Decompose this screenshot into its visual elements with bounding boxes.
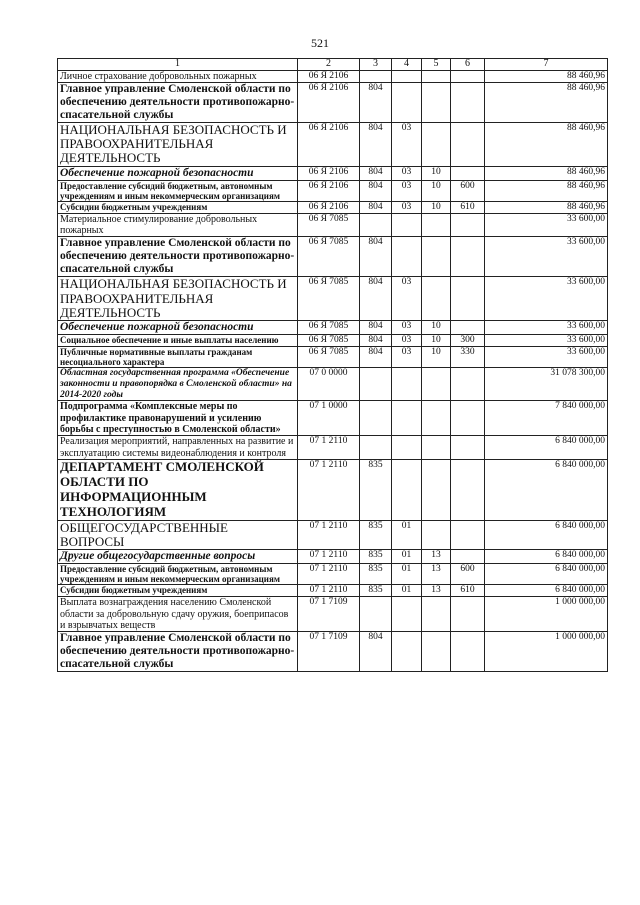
table-row [58,368,608,401]
target-article-cell: 07 1 0000 [298,401,360,436]
table-header-row [58,59,608,71]
amount-cell: 88 460,96 [485,82,608,122]
row-name-cell: НАЦИОНАЛЬНАЯ БЕЗОПАСНОСТЬ И ПРАВООХРАНИТЕЛЬНАЯ ДЕЯТЕЛЬНОСТЬ [58,277,298,321]
section-code-cell: 03 [392,201,422,213]
subsection-code-cell [422,368,451,401]
expense-type-cell: 610 [451,201,485,213]
ministry-code-cell: 804 [360,180,392,201]
subsection-code-cell [422,82,451,122]
amount-cell: 33 600,00 [485,237,608,277]
ministry-code-cell: 804 [360,122,392,166]
expense-type-cell [451,632,485,672]
expense-type-cell [451,122,485,166]
ministry-code-cell [360,597,392,632]
table-row [58,632,608,672]
section-code-cell: 03 [392,166,422,180]
subsection-code-cell [422,436,451,460]
target-article-cell: 07 1 2110 [298,459,360,520]
amount-cell: 88 460,96 [485,201,608,213]
target-article-cell: 06 Я 7085 [298,335,360,347]
subsection-code-cell [422,277,451,321]
expense-type-cell: 610 [451,585,485,597]
section-code-cell: 03 [392,277,422,321]
expense-type-cell [451,277,485,321]
expense-type-cell [451,321,485,335]
amount-cell: 6 840 000,00 [485,550,608,564]
amount-cell: 6 840 000,00 [485,459,608,520]
table-row [58,520,608,550]
page-number: 521 [311,36,329,50]
row-name-cell: Субсидии бюджетным учреждениям [58,201,298,213]
table-row [58,166,608,180]
amount-cell: 88 460,96 [485,166,608,180]
row-name-cell: Главное управление Смоленской области по обеспечению деятельности противопожарно-спасательной службы [58,632,298,672]
row-name-cell: Публичные нормативные выплаты гражданам несоциального характера [58,346,298,367]
section-code-cell: 03 [392,346,422,367]
row-name-cell: Областная государственная программа «Обеспечение законности и правопорядка в Смоленской области» на 2014-2020 годы [58,368,298,401]
table-row [58,564,608,585]
row-name-cell: Предоставление субсидий бюджетным, автономным учреждениям и иным некоммерческим организациям [58,564,298,585]
amount-cell: 6 840 000,00 [485,564,608,585]
expense-type-cell [451,597,485,632]
ministry-code-cell: 804 [360,237,392,277]
expense-type-cell [451,70,485,82]
section-code-cell: 03 [392,180,422,201]
amount-cell: 33 600,00 [485,213,608,237]
subsection-code-cell: 13 [422,564,451,585]
expense-type-cell [451,459,485,520]
amount-cell: 7 840 000,00 [485,401,608,436]
expense-type-cell [451,401,485,436]
section-code-cell: 03 [392,122,422,166]
section-code-cell [392,70,422,82]
expense-type-cell: 330 [451,346,485,367]
row-name-cell: ДЕПАРТАМЕНТ СМОЛЕНСКОЙ ОБЛАСТИ ПО ИНФОРМАЦИОННЫМ ТЕХНОЛОГИЯМ [58,459,298,520]
amount-cell: 88 460,96 [485,70,608,82]
amount-cell: 33 600,00 [485,277,608,321]
ministry-code-cell: 804 [360,82,392,122]
target-article-cell: 07 1 7109 [298,597,360,632]
amount-cell: 1 000 000,00 [485,632,608,672]
row-name-cell: Выплата вознаграждения населению Смоленской области за добровольную сдачу оружия, боеприпасов и взрывчатых веществ [58,597,298,632]
table-row [58,201,608,213]
subsection-code-cell [422,401,451,436]
subsection-code-cell [422,520,451,550]
subsection-code-cell: 10 [422,321,451,335]
table-row [58,346,608,367]
row-name-cell: НАЦИОНАЛЬНАЯ БЕЗОПАСНОСТЬ И ПРАВООХРАНИТЕЛЬНАЯ ДЕЯТЕЛЬНОСТЬ [58,122,298,166]
ministry-code-cell: 804 [360,277,392,321]
row-name-cell: Социальное обеспечение и иные выплаты населению [58,335,298,347]
ministry-code-cell: 804 [360,201,392,213]
ministry-code-cell: 835 [360,550,392,564]
expense-type-cell [451,166,485,180]
expense-type-cell [451,237,485,277]
target-article-cell: 06 Я 7085 [298,346,360,367]
amount-cell: 33 600,00 [485,335,608,347]
row-name-cell: Подпрограмма «Комплексные меры по профилактике правонарушений и усилению борьбы с преступностью в Смоленской области» [58,401,298,436]
table-row [58,597,608,632]
expense-type-cell [451,368,485,401]
target-article-cell: 06 Я 2106 [298,122,360,166]
budget-table [57,58,608,672]
subsection-code-cell [422,597,451,632]
ministry-code-cell [360,436,392,460]
section-code-cell: 03 [392,321,422,335]
row-name-cell: Личное страхование добровольных пожарных [58,70,298,82]
target-article-cell: 06 Я 2106 [298,201,360,213]
subsection-code-cell: 10 [422,180,451,201]
section-code-cell [392,632,422,672]
subsection-code-cell: 10 [422,335,451,347]
amount-cell: 31 078 300,00 [485,368,608,401]
subsection-code-cell [422,70,451,82]
target-article-cell: 07 1 2110 [298,585,360,597]
amount-cell: 6 840 000,00 [485,436,608,460]
section-code-cell [392,459,422,520]
row-name-cell: Предоставление субсидий бюджетным, автономным учреждениям и иным некоммерческим организациям [58,180,298,201]
table-row [58,436,608,460]
header-cell-7: 7 [485,59,608,71]
amount-cell: 6 840 000,00 [485,520,608,550]
ministry-code-cell [360,70,392,82]
section-code-cell [392,401,422,436]
section-code-cell [392,82,422,122]
header-cell-5: 5 [422,59,451,71]
amount-cell: 33 600,00 [485,346,608,367]
section-code-cell: 01 [392,585,422,597]
table-row [58,550,608,564]
subsection-code-cell: 10 [422,201,451,213]
table-row [58,180,608,201]
expense-type-cell [451,213,485,237]
expense-type-cell [451,550,485,564]
header-cell-3: 3 [360,59,392,71]
expense-type-cell [451,82,485,122]
target-article-cell: 06 Я 7085 [298,213,360,237]
target-article-cell: 07 1 2110 [298,436,360,460]
subsection-code-cell: 13 [422,585,451,597]
section-code-cell: 03 [392,335,422,347]
row-name-cell: Главное управление Смоленской области по обеспечению деятельности противопожарно-спасательной службы [58,237,298,277]
table-row [58,401,608,436]
row-name-cell: Реализация мероприятий, направленных на развитие и эксплуатацию системы видеонаблюдения и контроля [58,436,298,460]
ministry-code-cell: 804 [360,632,392,672]
section-code-cell [392,237,422,277]
subsection-code-cell: 10 [422,346,451,367]
row-name-cell: ОБЩЕГОСУДАРСТВЕННЫЕ ВОПРОСЫ [58,520,298,550]
expense-type-cell [451,520,485,550]
row-name-cell: Обеспечение пожарной безопасности [58,321,298,335]
ministry-code-cell: 835 [360,459,392,520]
section-code-cell [392,368,422,401]
section-code-cell: 01 [392,520,422,550]
amount-cell: 88 460,96 [485,180,608,201]
ministry-code-cell: 804 [360,166,392,180]
target-article-cell: 07 1 2110 [298,520,360,550]
target-article-cell: 06 Я 2106 [298,166,360,180]
header-cell-1: 1 [58,59,298,71]
expense-type-cell: 600 [451,180,485,201]
section-code-cell [392,213,422,237]
table-row [58,321,608,335]
section-code-cell [392,436,422,460]
amount-cell: 1 000 000,00 [485,597,608,632]
row-name-cell: Субсидии бюджетным учреждениям [58,585,298,597]
ministry-code-cell [360,368,392,401]
row-name-cell: Главное управление Смоленской области по обеспечению деятельности противопожарно-спасательной службы [58,82,298,122]
row-name-cell: Другие общегосударственные вопросы [58,550,298,564]
table-row [58,237,608,277]
section-code-cell: 01 [392,564,422,585]
subsection-code-cell [422,237,451,277]
row-name-cell: Обеспечение пожарной безопасности [58,166,298,180]
target-article-cell: 06 Я 2106 [298,82,360,122]
amount-cell: 88 460,96 [485,122,608,166]
target-article-cell: 06 Я 2106 [298,180,360,201]
target-article-cell: 07 1 2110 [298,564,360,585]
subsection-code-cell [422,459,451,520]
ministry-code-cell [360,213,392,237]
header-cell-2: 2 [298,59,360,71]
header-cell-4: 4 [392,59,422,71]
subsection-code-cell [422,213,451,237]
row-name-cell: Материальное стимулирование добровольных пожарных [58,213,298,237]
ministry-code-cell: 835 [360,585,392,597]
table-row [58,70,608,82]
table-row [58,122,608,166]
subsection-code-cell [422,632,451,672]
table-row [58,459,608,520]
expense-type-cell: 300 [451,335,485,347]
ministry-code-cell: 804 [360,321,392,335]
target-article-cell: 07 1 7109 [298,632,360,672]
table-row [58,277,608,321]
amount-cell: 33 600,00 [485,321,608,335]
ministry-code-cell: 835 [360,564,392,585]
table-row [58,82,608,122]
target-article-cell: 06 Я 7085 [298,237,360,277]
ministry-code-cell: 804 [360,335,392,347]
subsection-code-cell [422,122,451,166]
subsection-code-cell: 13 [422,550,451,564]
target-article-cell: 06 Я 7085 [298,321,360,335]
section-code-cell: 01 [392,550,422,564]
target-article-cell: 06 Я 2106 [298,70,360,82]
target-article-cell: 07 1 2110 [298,550,360,564]
table-row [58,335,608,347]
target-article-cell: 07 0 0000 [298,368,360,401]
ministry-code-cell: 835 [360,520,392,550]
ministry-code-cell: 804 [360,346,392,367]
expense-type-cell [451,436,485,460]
target-article-cell: 06 Я 7085 [298,277,360,321]
amount-cell: 6 840 000,00 [485,585,608,597]
ministry-code-cell [360,401,392,436]
header-cell-6: 6 [451,59,485,71]
table-row [58,213,608,237]
subsection-code-cell: 10 [422,166,451,180]
expense-type-cell: 600 [451,564,485,585]
table-row [58,585,608,597]
section-code-cell [392,597,422,632]
